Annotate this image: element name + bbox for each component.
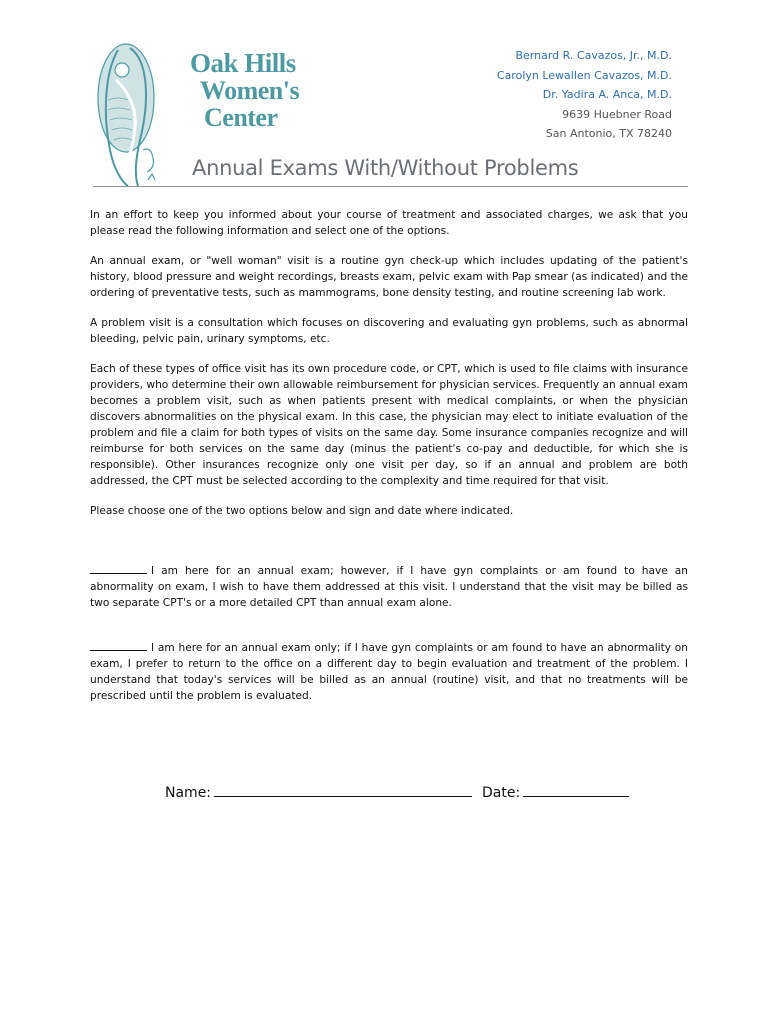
name-label: Name:	[165, 785, 212, 801]
problem-visit-paragraph: A problem visit is a consultation which focuses on discovering and evaluating gyn problems, such as abnormal bleeding, pelvic pain, urinary symptoms, etc.	[90, 317, 688, 345]
instruction-paragraph: Please choose one of the two options below and sign and date where indicated.	[90, 505, 514, 517]
practice-header	[497, 46, 672, 144]
option-2	[90, 640, 688, 704]
address-city: San Antonio, TX 78240	[545, 127, 672, 140]
date-label: Date:	[482, 785, 521, 801]
option-1-text: I am here for an annual exam; however, if I have gyn complaints or am found to have an abnormality on exam, I wish to have them addressed at this visit. I understand that the visit may be billed as two separate CPT's or a more detailed CPT than annual exam alone.	[90, 565, 688, 609]
logo-wordmark	[190, 50, 299, 131]
doctor-name: Carolyn Lewallen Cavazos, M.D.	[496, 68, 672, 82]
annual-exam-paragraph: An annual exam, or "well woman" visit is a routine gyn check-up which includes updating of the patient's history, blood pressure and weight recordings, breasts exam, pelvic exam with Pap smear (as indicated) and the ordering of preventative tests, such as mammograms, bone density testing, and routine screening lab work.	[90, 255, 688, 299]
option-1	[90, 563, 688, 611]
option-1-initial-field[interactable]	[90, 563, 147, 574]
name-field[interactable]	[214, 782, 472, 797]
signature-row	[165, 782, 629, 801]
doctor-name: Bernard R. Cavazos, Jr., M.D.	[515, 49, 672, 62]
intro-paragraph: In an effort to keep you informed about your course of treatment and associated charges, we ask that you please read the following information and select one of the options.	[90, 209, 688, 237]
cpt-paragraph: Each of these types of office visit has its own procedure code, or CPT, which is used to file claims with insurance providers, who determine their own allowable reimbursement for physician services. Frequently an annual exam becomes a problem visit, such as when patients present with medical complaints, or when the physician discovers abnormalities on the physical exam. In this case, the physician may elect to initiate evaluation of the problem and file a claim for both types of visits on the same day. Some insurance companies recognize and will reimburse for both services on the same day (minus the patient's co-pay and deductible, for which she is responsible). Other insurances recognize only one visit per day, so if an annual and problem are both addressed, the CPT must be selected according to the complexity and time required for that visit.	[90, 363, 688, 487]
logo-line-1: Oak Hills	[190, 48, 296, 78]
doctor-name: Dr. Yadira A. Anca, M.D.	[542, 88, 672, 101]
logo-line-2: Women's	[200, 76, 300, 105]
option-2-initial-field[interactable]	[90, 640, 147, 651]
document-body	[90, 207, 688, 519]
logo-line-3: Center	[204, 103, 278, 132]
option-2-text: I am here for an annual exam only; if I have gyn complaints or am found to have an abnormality on exam, I prefer to return to the office on a different day to begin evaluation and treatment of the problem. I understand that today's services will be billed as an annual (routine) visit, and that no treatments will be prescribed until the problem is evaluated.	[90, 642, 688, 702]
date-field[interactable]	[523, 782, 629, 797]
page-title: Annual Exams With/Without Problems	[192, 156, 579, 180]
address-street: 9639 Huebner Road	[562, 107, 672, 121]
title-divider	[93, 186, 688, 187]
